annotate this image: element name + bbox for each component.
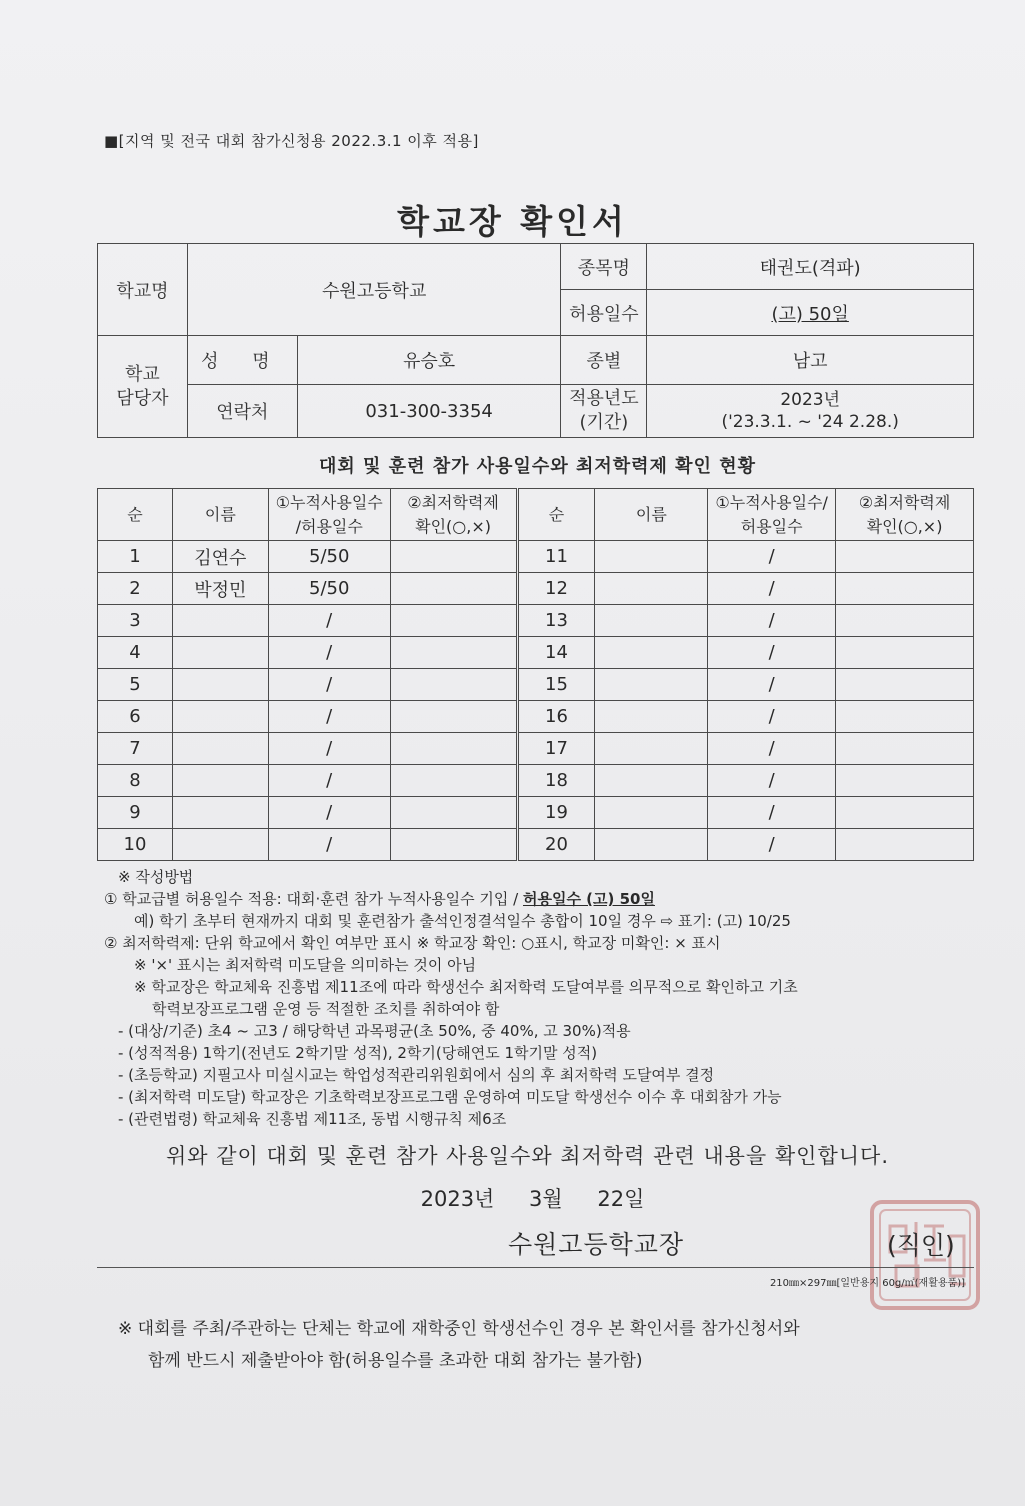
row-no-left: 8 xyxy=(98,765,173,797)
table-row xyxy=(98,573,974,605)
note-1-example: 예) 학기 초부터 현재까지 대회 및 훈련참가 출석인정결석일수 총합이 10일 경우 ⇨ 표기: (고) 10/25 xyxy=(134,912,791,930)
row-used-left: 5/50 xyxy=(268,541,390,573)
note-9: - (최저학력 미도달) 학교장은 기초학력보장프로그램 운영하여 미도달 학생선수 이수 후 대회참가 가능 xyxy=(118,1088,782,1106)
allowed-days-value: (고) 50일 xyxy=(771,303,849,325)
row-used-left: / xyxy=(268,669,390,701)
row-name-right xyxy=(595,829,708,861)
header-min-left: ②최저학력제 xyxy=(407,492,499,512)
row-name-left xyxy=(172,733,268,765)
row-name-right xyxy=(595,669,708,701)
row-min-left xyxy=(390,829,517,861)
table-row xyxy=(98,733,974,765)
table-row xyxy=(98,541,974,573)
row-used-left: / xyxy=(268,765,390,797)
row-used-left: / xyxy=(268,829,390,861)
row-no-left: 4 xyxy=(98,637,173,669)
row-min-right xyxy=(836,605,974,637)
row-no-right: 20 xyxy=(517,829,595,861)
date-month: 3월 xyxy=(529,1187,563,1211)
row-name-right xyxy=(595,637,708,669)
row-min-left xyxy=(390,573,517,605)
table-row xyxy=(98,829,974,861)
type-value: 남고 xyxy=(647,336,974,385)
allowed-days-label: 허용일수 xyxy=(561,290,647,336)
row-min-right xyxy=(836,829,974,861)
row-no-right: 15 xyxy=(517,669,595,701)
note-1-emphasis: 허용일수 (고) 50일 xyxy=(523,890,655,908)
row-name-right xyxy=(595,733,708,765)
header-used-left-2: /허용일수 xyxy=(295,516,363,536)
row-used-left: / xyxy=(268,797,390,829)
row-name-left xyxy=(172,797,268,829)
type-label: 종별 xyxy=(561,336,647,385)
row-no-left: 3 xyxy=(98,605,173,637)
row-used-left: 5/50 xyxy=(268,573,390,605)
contact-person-label: 학교 담당자 xyxy=(98,336,188,438)
period-value: ('23.3.1. ~ '24 2.28.) xyxy=(721,412,899,432)
row-name-left xyxy=(172,829,268,861)
row-no-right: 18 xyxy=(517,765,595,797)
row-used-right: / xyxy=(708,733,836,765)
row-name-right xyxy=(595,765,708,797)
submission-notice xyxy=(118,1313,800,1377)
row-name-right xyxy=(595,797,708,829)
row-min-right xyxy=(836,637,974,669)
note-7: - (성적적용) 1학기(전년도 2학기말 성적), 2학기(당해연도 1학기말 성적) xyxy=(118,1044,598,1062)
header-used-left: ①누적사용일수 xyxy=(275,492,383,512)
row-used-right: / xyxy=(708,541,836,573)
table-row xyxy=(98,669,974,701)
phone-value: 031-300-3354 xyxy=(297,385,561,438)
row-used-right: / xyxy=(708,797,836,829)
note-1: ① 학교급별 허용일수 적용: 대회·훈련 참가 누적사용일수 기입 / xyxy=(104,890,523,908)
row-no-right: 17 xyxy=(517,733,595,765)
principal-title: 수원고등학교장 xyxy=(508,1230,685,1259)
row-no-right: 14 xyxy=(517,637,595,669)
row-used-right: / xyxy=(708,765,836,797)
note-6: - (대상/기준) 초4 ~ 고3 / 해당학년 과목평균(초 50%, 중 40%, 고 30%)적용 xyxy=(118,1022,631,1040)
row-no-left: 10 xyxy=(98,829,173,861)
row-min-left xyxy=(390,541,517,573)
row-name-right xyxy=(595,573,708,605)
row-no-right: 11 xyxy=(517,541,595,573)
header-min-right: ②최저학력제 xyxy=(858,492,951,512)
header-note: ■[지역 및 전국 대회 참가신청용 2022.3.1 이후 적용] xyxy=(104,132,479,150)
row-no-left: 7 xyxy=(98,733,173,765)
header-min-left-2: 확인(○,×) xyxy=(415,516,491,536)
row-min-right xyxy=(836,541,974,573)
usage-table xyxy=(97,488,974,861)
row-name-right xyxy=(595,701,708,733)
header-name-left: 이름 xyxy=(172,489,268,541)
document-title: 학교장 확인서 xyxy=(397,202,628,241)
row-used-left: / xyxy=(268,637,390,669)
row-name-left xyxy=(172,701,268,733)
row-name-left: 김연수 xyxy=(172,541,268,573)
row-no-left: 1 xyxy=(98,541,173,573)
row-min-left xyxy=(390,669,517,701)
row-name-left xyxy=(172,637,268,669)
table-row xyxy=(98,701,974,733)
row-used-right: / xyxy=(708,637,836,669)
header-no-left: 순 xyxy=(98,489,173,541)
row-used-right: / xyxy=(708,701,836,733)
row-no-left: 2 xyxy=(98,573,173,605)
row-used-left: / xyxy=(268,701,390,733)
notice-line-1: ※ 대회를 주최/주관하는 단체는 학교에 재학중인 학생선수인 경우 본 확인서를 참가신청서와 xyxy=(118,1319,800,1339)
notice-line-2: 함께 반드시 제출받아야 함(허용일수를 초과한 대회 참가는 불가함) xyxy=(148,1351,643,1371)
note-2: ② 최저학력제: 단위 학교에서 확인 여부만 표시 ※ 학교장 확인: ○표시, 학교장 미확인: × 표시 xyxy=(104,934,721,952)
year-label: 적용년도 xyxy=(569,388,639,409)
row-min-right xyxy=(836,765,974,797)
row-min-right xyxy=(836,733,974,765)
header-min-right-2: 확인(○,×) xyxy=(866,516,943,536)
header-name-right: 이름 xyxy=(595,489,708,541)
date-year: 2023년 xyxy=(420,1187,495,1211)
section-subtitle: 대회 및 훈련 참가 사용일수와 최저학력제 확인 현황 xyxy=(318,456,756,477)
notes-heading: ※ 작성방법 xyxy=(118,868,194,886)
row-min-right xyxy=(836,573,974,605)
row-name-left: 박정민 xyxy=(172,573,268,605)
row-used-left: / xyxy=(268,605,390,637)
row-used-right: / xyxy=(708,573,836,605)
row-name-left xyxy=(172,605,268,637)
header-used-right: ①누적사용일수/ xyxy=(715,492,828,512)
row-min-right xyxy=(836,797,974,829)
note-4: ※ 학교장은 학교체육 진흥법 제11조에 따라 학생선수 최저학력 도달여부를 의무적으로 확인하고 기초 xyxy=(134,978,798,996)
sport-value: 태권도(격파) xyxy=(647,244,974,290)
row-name-left xyxy=(172,765,268,797)
sport-label: 종목명 xyxy=(561,244,647,290)
paper-spec: 210㎜×297㎜[일반용지 60g/㎡(재활용품)] xyxy=(769,1278,965,1289)
row-min-left xyxy=(390,765,517,797)
info-table xyxy=(97,243,974,438)
row-used-right: / xyxy=(708,829,836,861)
note-3: ※ '×' 표시는 최저학력 미도달을 의미하는 것이 아님 xyxy=(134,956,477,974)
row-no-left: 6 xyxy=(98,701,173,733)
header-no-right: 순 xyxy=(517,489,595,541)
seal-label: (직인) xyxy=(887,1231,955,1260)
table-row xyxy=(98,797,974,829)
row-no-right: 16 xyxy=(517,701,595,733)
row-no-right: 19 xyxy=(517,797,595,829)
row-no-left: 5 xyxy=(98,669,173,701)
row-min-left xyxy=(390,605,517,637)
row-no-right: 13 xyxy=(517,605,595,637)
row-min-left xyxy=(390,637,517,669)
school-value: 수원고등학교 xyxy=(187,244,561,336)
instructions xyxy=(104,866,984,1130)
footer-rule xyxy=(97,1267,974,1268)
row-min-right xyxy=(836,701,974,733)
table-row xyxy=(98,637,974,669)
date-day: 22일 xyxy=(597,1187,645,1211)
school-label: 학교명 xyxy=(98,244,188,336)
name-value: 유승호 xyxy=(297,336,561,385)
confirmation-statement: 위와 같이 대회 및 훈련 참가 사용일수와 최저학력 관련 내용을 확인합니다. xyxy=(165,1144,889,1168)
note-5: 학력보장프로그램 운영 등 적절한 조치를 취하여야 함 xyxy=(152,1000,500,1018)
row-no-right: 12 xyxy=(517,573,595,605)
row-min-left xyxy=(390,701,517,733)
note-8: - (초등학교) 지필고사 미실시교는 학업성적관리위원회에서 심의 후 최저학력 도달여부 결정 xyxy=(118,1066,715,1084)
row-used-left: / xyxy=(268,733,390,765)
table-row xyxy=(98,765,974,797)
row-used-right: / xyxy=(708,669,836,701)
header-used-right-2: 허용일수 xyxy=(740,516,803,536)
phone-label: 연락처 xyxy=(187,385,297,438)
row-name-right xyxy=(595,541,708,573)
row-name-right xyxy=(595,605,708,637)
year-value: 2023년 xyxy=(780,390,841,410)
row-min-left xyxy=(390,797,517,829)
note-10: - (관련법령) 학교체육 진흥법 제11조, 동법 시행규칙 제6조 xyxy=(118,1110,507,1128)
row-no-left: 9 xyxy=(98,797,173,829)
row-min-right xyxy=(836,669,974,701)
row-used-right: / xyxy=(708,605,836,637)
row-min-left xyxy=(390,733,517,765)
row-name-left xyxy=(172,669,268,701)
name-label: 성 명 xyxy=(187,336,297,385)
period-label: (기간) xyxy=(579,412,629,433)
table-row xyxy=(98,605,974,637)
